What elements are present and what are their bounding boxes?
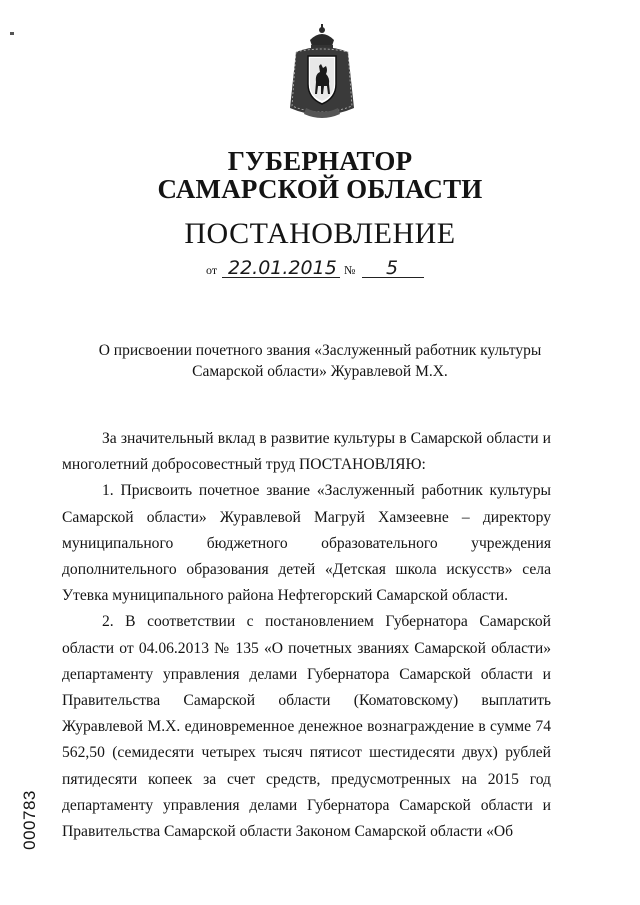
handwritten-number: 5 [386, 257, 399, 279]
number-label: № [344, 263, 356, 277]
document-subject [60, 340, 580, 382]
subject-line-1: О присвоении почетного звания «Заслуженный работник культуры [98, 342, 542, 359]
issuer-title-line-1: ГУБЕРНАТОР [227, 146, 413, 176]
subject-line-2: Самарской области» Журавлевой М.Х. [192, 363, 448, 380]
handwritten-date: 22.01.2015 [228, 257, 337, 279]
date-number-line [206, 256, 446, 282]
serial-number-stamp [16, 780, 44, 860]
issuer-title-line-2: САМАРСКОЙ ОБЛАСТИ [157, 174, 483, 204]
coat-of-arms-emblem [282, 22, 362, 124]
paragraph-item-1: 1. Присвоить почетное звание «Заслуженный работник культуры Самарской области» Журавлевой Магруй Хамзеевне – директору муниципального бюджетного образовательного учреждения дополнительного образования детей «Детская школа искусств» села Утевка муниципального района Нефтегорский Самарской области. [62, 482, 551, 605]
document-body [62, 426, 551, 845]
date-from-label: от [206, 263, 218, 277]
preamble-paragraph: За значительный вклад в развитие культуры в Самарской области и многолетний добросовестный труд ПОСТАНОВЛЯЮ: [62, 430, 551, 474]
document-type-heading: ПОСТАНОВЛЕНИЕ [184, 217, 456, 250]
serial-number-text: 000783 [20, 790, 39, 850]
paragraph-item-2: 2. В соответствии с постановлением Губернатора Самарской области от 04.06.2013 № 135 «О почетных званиях Самарской области» департаменту управления делами Губернатора Самарской области и Правительства Самарской области (Коматовскому) выплатить Журавлевой М.Х. единовременное денежное вознаграждение в сумме 74 562,50 (семидесяти четырех тысяч пятисот шестидесяти двух) рублей пятидесяти копеек за счет средств, предусмотренных на 2015 год департаменту управления делами Губернатора Самарской области и Правительства Самарской области Законом Самарской области «Об [62, 613, 551, 841]
scan-speck [10, 32, 14, 35]
